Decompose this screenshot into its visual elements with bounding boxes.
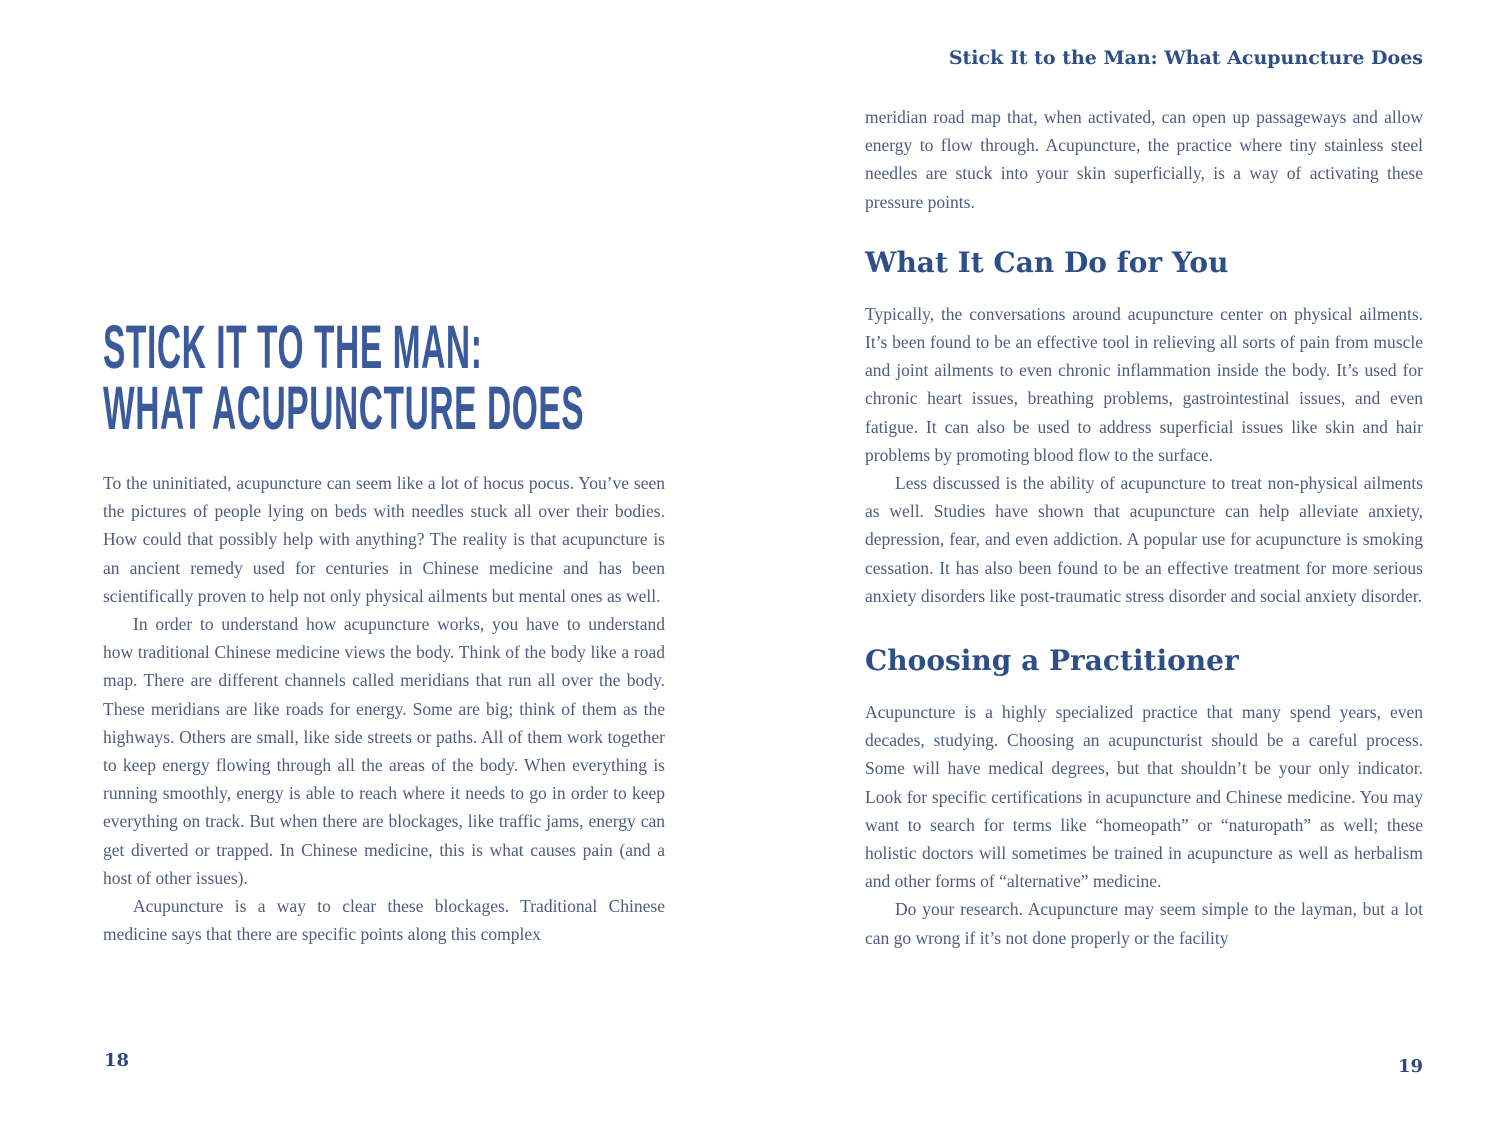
section1-paragraph-2: Less discussed is the ability of acupuncture to treat non-physical ailments as well. Studies have shown that acupuncture can help alleviate anxiety, depression, fear, and even addiction. A popular use for acupuncture is smoking cessation. It has also been found to be an effective treatment for more serious anxiety disorders like post-traumatic stress disorder and social anxiety disorder. [865, 473, 1423, 606]
section1-paragraph-1: Typically, the conversations around acupuncture center on physical ailments. It’s been found to be an effective tool in relieving all sorts of pain from muscle and joint ailments to even chronic inflammation inside the body. It’s used for chronic heart issues, breathing problems, gastrointestinal issues, and even fatigue. It can also be used to address superficial issues like skin and hair problems by promoting blood flow to the surface. [865, 303, 1423, 465]
page-left [103, 0, 665, 1131]
section2-paragraph-1: Acupuncture is a highly specialized practice that many spend years, even decades, studying. Choosing an acupuncturist should be a careful process. Some will have medical degrees, but that shouldn’t be your only indicator. Look for specific certifications in acupuncture and Chinese medicine. You may want to search for terms like “homeopath” or “naturopath” as well; these holistic doctors will sometimes be trained in acupuncture as well as herbalism and other forms of “alternative” medicine. [865, 702, 1423, 892]
section-heading-choosing-practitioner: Choosing a Practitioner [865, 644, 1239, 678]
section-heading-what-it-can-do: What It Can Do for You [865, 245, 1229, 279]
running-head: Stick It to the Man: What Acupuncture Does [948, 47, 1423, 69]
right-continued-paragraph: meridian road map that, when activated, can open up passageways and allow energy to flow through. Acupuncture, the practice where tiny stainless steel needles are stuck into your skin superficially, is a way of activating these pressure points. [865, 107, 1423, 212]
page-number-right: 19 [1397, 1056, 1423, 1077]
page-right [865, 0, 1423, 1131]
left-paragraph-1: To the uninitiated, acupuncture can seem like a lot of hocus pocus. You’ve seen the pictures of people lying on beds with needles stuck all over their bodies. How could that possibly help with anything? The reality is that acupuncture is an ancient remedy used for centuries in Chinese medicine and has been scientifically proven to help not only physical ailments but mental ones as well. [103, 473, 665, 606]
chapter-title-line-2: WHAT ACUPUNCTURE DOES [103, 374, 585, 442]
page-number-left: 18 [104, 1050, 130, 1071]
left-paragraph-3: Acupuncture is a way to clear these blockages. Traditional Chinese medicine says that there are specific points along this complex [103, 896, 665, 945]
left-paragraph-2: In order to understand how acupuncture works, you have to understand how traditional Chinese medicine views the body. Think of the body like a road map. There are different channels called meridians that run all over the body. These meridians are like roads for energy. Some are big; think of them as the highways. Others are small, like side streets or paths. All of them work together to keep energy flowing through all the areas of the body. When everything is running smoothly, energy is able to reach where it needs to go in order to keep everything on track. But when there are blockages, like traffic jams, energy can get diverted or trapped. In Chinese medicine, this is what causes pain (and a host of other issues). [103, 614, 665, 888]
chapter-title-line-1: STICK IT TO THE MAN: [103, 313, 483, 381]
chapter-title [103, 313, 585, 442]
section2-paragraph-2: Do your research. Acupuncture may seem simple to the layman, but a lot can go wrong if it’s not done properly or the facility [865, 899, 1423, 948]
